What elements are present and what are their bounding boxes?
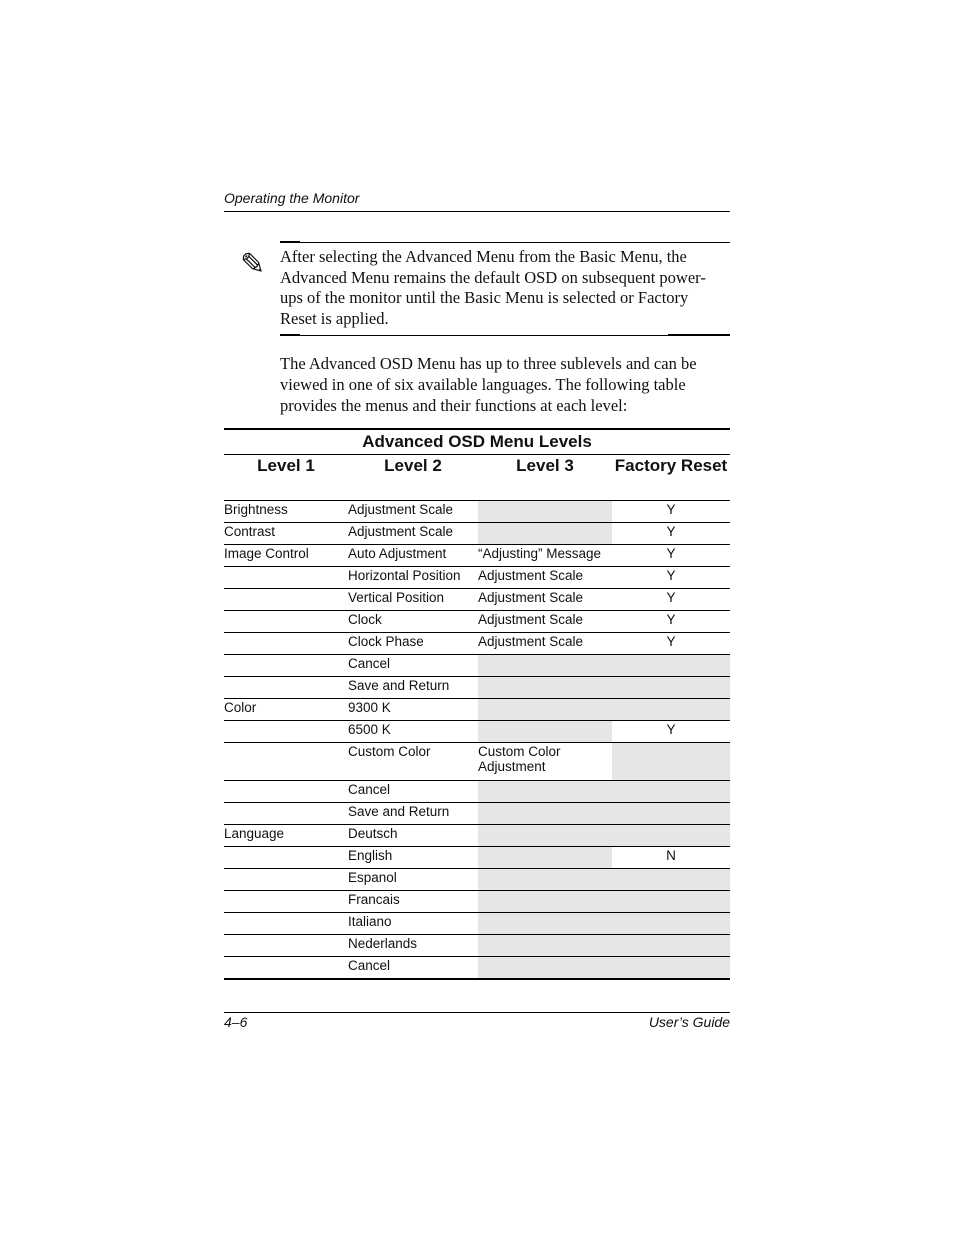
cell-factory-reset: [612, 869, 730, 891]
note-bottom-rule: [280, 335, 730, 336]
table-title: Advanced OSD Menu Levels: [224, 429, 730, 455]
table-row: [224, 567, 730, 589]
cell-level-2: Cancel: [348, 781, 478, 803]
cell-level-2: Horizontal Position: [348, 567, 478, 589]
table-row: [224, 781, 730, 803]
cell-level-1: Language: [224, 825, 348, 847]
cell-level-1: [224, 913, 348, 935]
cell-level-2: Adjustment Scale: [348, 523, 478, 545]
table-row: [224, 611, 730, 633]
column-header-level-2: Level 2: [348, 455, 478, 501]
cell-level-1: [224, 803, 348, 825]
cell-level-1: [224, 611, 348, 633]
cell-level-1: [224, 633, 348, 655]
table-row: [224, 935, 730, 957]
table-row: [224, 721, 730, 743]
table-row: [224, 891, 730, 913]
table-row: [224, 699, 730, 721]
cell-level-3: [478, 781, 612, 803]
cell-level-2: Save and Return: [348, 677, 478, 699]
cell-level-3: [478, 501, 612, 523]
table-row: [224, 655, 730, 677]
cell-level-1: [224, 655, 348, 677]
cell-level-1: [224, 567, 348, 589]
running-header: Operating the Monitor: [224, 190, 360, 206]
column-header-level-1: Level 1: [224, 455, 348, 501]
cell-level-2: Italiano: [348, 913, 478, 935]
cell-level-3: [478, 891, 612, 913]
table-row: [224, 523, 730, 545]
table-row: [224, 803, 730, 825]
cell-level-3: Adjustment Scale: [478, 567, 612, 589]
cell-level-3: Adjustment Scale: [478, 633, 612, 655]
cell-factory-reset: Y: [612, 611, 730, 633]
cell-factory-reset: N: [612, 847, 730, 869]
cell-factory-reset: Y: [612, 501, 730, 523]
cell-level-2: 6500 K: [348, 721, 478, 743]
table-row: [224, 545, 730, 567]
table-body: [224, 501, 730, 980]
cell-level-1: Image Control: [224, 545, 348, 567]
cell-factory-reset: [612, 935, 730, 957]
cell-level-2: Cancel: [348, 655, 478, 677]
cell-level-2: 9300 K: [348, 699, 478, 721]
cell-level-2: Adjustment Scale: [348, 501, 478, 523]
cell-level-1: Brightness: [224, 501, 348, 523]
cell-level-3: [478, 803, 612, 825]
cell-level-3: [478, 913, 612, 935]
cell-level-2: Espanol: [348, 869, 478, 891]
cell-level-1: [224, 891, 348, 913]
cell-level-3: [478, 721, 612, 743]
cell-factory-reset: [612, 781, 730, 803]
cell-factory-reset: Y: [612, 567, 730, 589]
cell-factory-reset: Y: [612, 633, 730, 655]
cell-level-1: [224, 781, 348, 803]
cell-level-2: Nederlands: [348, 935, 478, 957]
cell-level-1: [224, 721, 348, 743]
cell-level-2: Clock: [348, 611, 478, 633]
cell-factory-reset: [612, 891, 730, 913]
table-row: [224, 589, 730, 611]
cell-level-1: [224, 957, 348, 980]
intro-paragraph: The Advanced OSD Menu has up to three sublevels and can be viewed in one of six available languages. The following table provides the menus and their functions at each level:: [280, 354, 697, 415]
column-header-factory-reset: Factory Reset: [612, 455, 730, 501]
cell-level-1: Color: [224, 699, 348, 721]
cell-level-2: Custom Color: [348, 743, 478, 781]
header-rule: [224, 211, 730, 212]
cell-level-2: Vertical Position: [348, 589, 478, 611]
table-row: [224, 869, 730, 891]
cell-level-1: [224, 869, 348, 891]
cell-level-1: [224, 589, 348, 611]
cell-level-3: [478, 935, 612, 957]
note-top-rule: [280, 242, 730, 243]
cell-level-3: Custom Color Adjustment: [478, 743, 612, 781]
cell-level-3: [478, 655, 612, 677]
cell-level-1: [224, 743, 348, 781]
cell-level-3: Adjustment Scale: [478, 589, 612, 611]
cell-level-3: [478, 523, 612, 545]
cell-level-2: Deutsch: [348, 825, 478, 847]
table-row: [224, 633, 730, 655]
cell-level-2: English: [348, 847, 478, 869]
page-number: 4–6: [224, 1014, 248, 1030]
cell-factory-reset: [612, 677, 730, 699]
table-row: [224, 677, 730, 699]
column-header-level-3: Level 3: [478, 455, 612, 501]
cell-factory-reset: [612, 957, 730, 980]
cell-level-1: Contrast: [224, 523, 348, 545]
cell-factory-reset: Y: [612, 721, 730, 743]
table-row: [224, 847, 730, 869]
cell-factory-reset: [612, 655, 730, 677]
cell-level-2: Francais: [348, 891, 478, 913]
cell-factory-reset: Y: [612, 545, 730, 567]
cell-level-1: [224, 677, 348, 699]
table-row: [224, 743, 730, 781]
cell-level-2: Cancel: [348, 957, 478, 980]
cell-level-3: Adjustment Scale: [478, 611, 612, 633]
cell-level-3: [478, 677, 612, 699]
table-row: [224, 913, 730, 935]
osd-menu-table: [224, 428, 730, 980]
cell-level-3: [478, 699, 612, 721]
cell-level-3: [478, 869, 612, 891]
cell-factory-reset: [612, 803, 730, 825]
cell-level-1: [224, 847, 348, 869]
cell-level-1: [224, 935, 348, 957]
pencil-icon: ✎: [240, 247, 266, 282]
note-text: After selecting the Advanced Menu from the Basic Menu, the Advanced Menu remains the default OSD on subsequent power-ups of the monitor until the Basic Menu is selected or Factory Reset is applied.: [280, 247, 706, 328]
cell-factory-reset: [612, 913, 730, 935]
footer-rule: [224, 1012, 730, 1013]
cell-level-3: [478, 957, 612, 980]
table-row: [224, 957, 730, 980]
cell-level-3: [478, 847, 612, 869]
cell-level-3: “Adjusting” Message: [478, 545, 612, 567]
cell-factory-reset: Y: [612, 589, 730, 611]
cell-factory-reset: [612, 699, 730, 721]
cell-level-3: [478, 825, 612, 847]
cell-level-2: Clock Phase: [348, 633, 478, 655]
cell-factory-reset: [612, 825, 730, 847]
table-row: [224, 501, 730, 523]
cell-level-2: Auto Adjustment: [348, 545, 478, 567]
cell-level-2: Save and Return: [348, 803, 478, 825]
footer-guide-title: User’s Guide: [648, 1014, 730, 1030]
table-row: [224, 825, 730, 847]
cell-factory-reset: [612, 743, 730, 781]
cell-factory-reset: Y: [612, 523, 730, 545]
